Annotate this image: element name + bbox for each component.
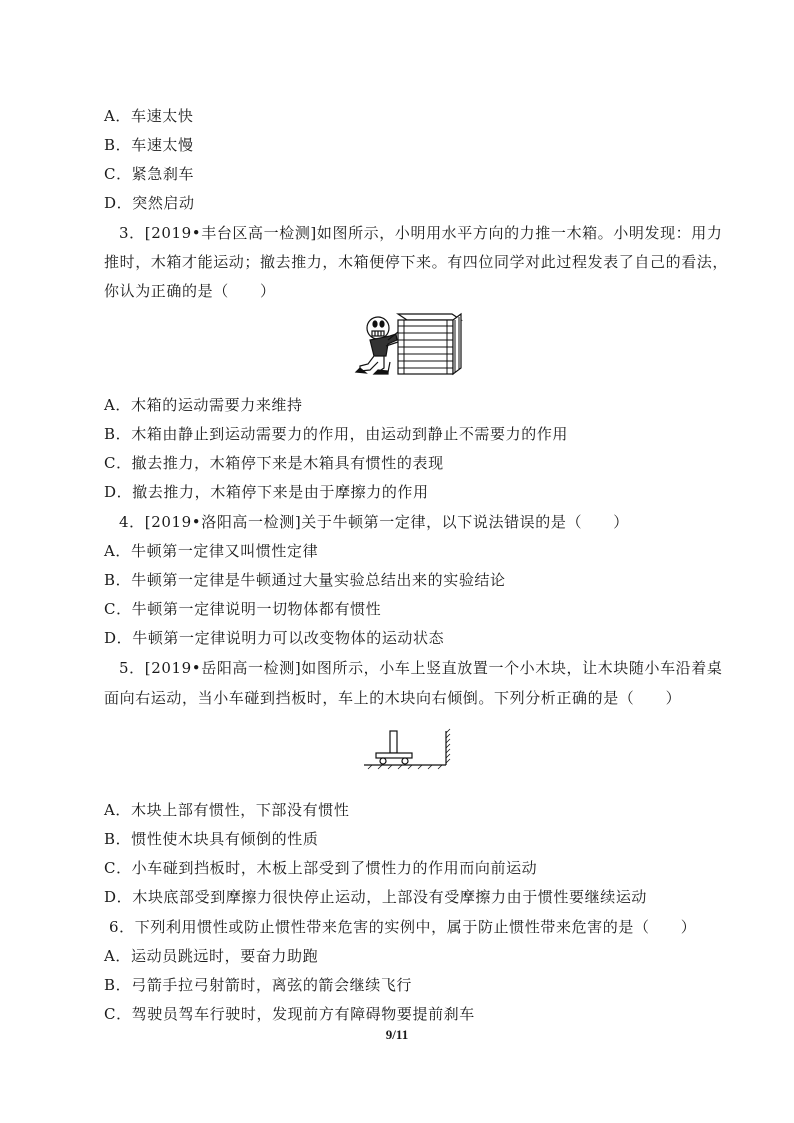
q2-option-b: B．车速太慢 [104, 136, 194, 154]
q4-option-a: A．牛顿第一定律又叫惯性定律 [104, 542, 319, 560]
q3-option-d: D．撤去推力，木箱停下来是由于摩擦力的作用 [104, 483, 429, 501]
q3-option-b: B．木箱由静止到运动需要力的作用，由运动到静止不需要力的作用 [104, 425, 569, 443]
q6-option-c: C．驾驶员驾车行驶时，发现前方有障碍物要提前刹车 [104, 1005, 475, 1023]
q2-option-a: A．车速太快 [104, 107, 194, 125]
cart-block-barrier-figure [362, 727, 452, 771]
q3-option-c: C．撤去推力，木箱停下来是木箱具有惯性的表现 [104, 454, 444, 472]
q5-option-b: B．惯性使木块具有倾倒的性质 [104, 830, 319, 848]
q6-option-a: A．运动员跳远时，要奋力助跑 [104, 947, 319, 965]
q5-stem-line1: 5．[2019•岳阳高一检测]如图所示，小车上竖直放置一个小木块，让木块随小车沿着桌 [119, 659, 723, 677]
q5-option-c: C．小车碰到挡板时，木板上部受到了惯性力的作用而向前运动 [104, 859, 538, 877]
q6-option-b: B．弓箭手拉弓射箭时，离弦的箭会继续飞行 [104, 976, 413, 994]
q5-option-d: D．木块底部受到摩擦力很快停止运动，上部没有受摩擦力由于惯性要继续运动 [104, 888, 648, 906]
q5-option-a: A．木块上部有惯性，下部没有惯性 [104, 801, 350, 819]
q2-option-c: C．紧急刹车 [104, 165, 195, 183]
page-number: 9/11 [385, 1027, 409, 1042]
q4-option-c: C．牛顿第一定律说明一切物体都有惯性 [104, 600, 382, 618]
q2-option-d: D．突然启动 [104, 194, 195, 212]
q6-stem: 6．下列利用惯性或防止惯性带来危害的实例中，属于防止惯性带来危害的是（ ） [109, 918, 697, 936]
q3-stem-line1: 3．[2019•丰台区高一检测]如图所示，小明用水平方向的力推一木箱。小明发现：用力 [119, 224, 723, 242]
q4-stem: 4．[2019•洛阳高一检测]关于牛顿第一定律，以下说法错误的是（ ） [119, 513, 629, 531]
q3-option-a: A．木箱的运动需要力来维持 [104, 396, 303, 414]
q4-option-d: D．牛顿第一定律说明力可以改变物体的运动状态 [104, 629, 445, 647]
q4-option-b: B．牛顿第一定律是牛顿通过大量实验总结出来的实验结论 [104, 571, 506, 589]
boy-pushing-crate-figure [348, 306, 466, 376]
q3-stem-line3: 你认为正确的是（ ） [104, 282, 276, 300]
q5-stem-line2: 面向右运动，当小车碰到挡板时，车上的木块向右倾倒。下列分析正确的是（ ） [104, 689, 682, 707]
q3-stem-line2: 推时，木箱才能运动；撤去推力，木箱便停下来。有四位同学对此过程发表了自己的看法， [104, 253, 729, 271]
